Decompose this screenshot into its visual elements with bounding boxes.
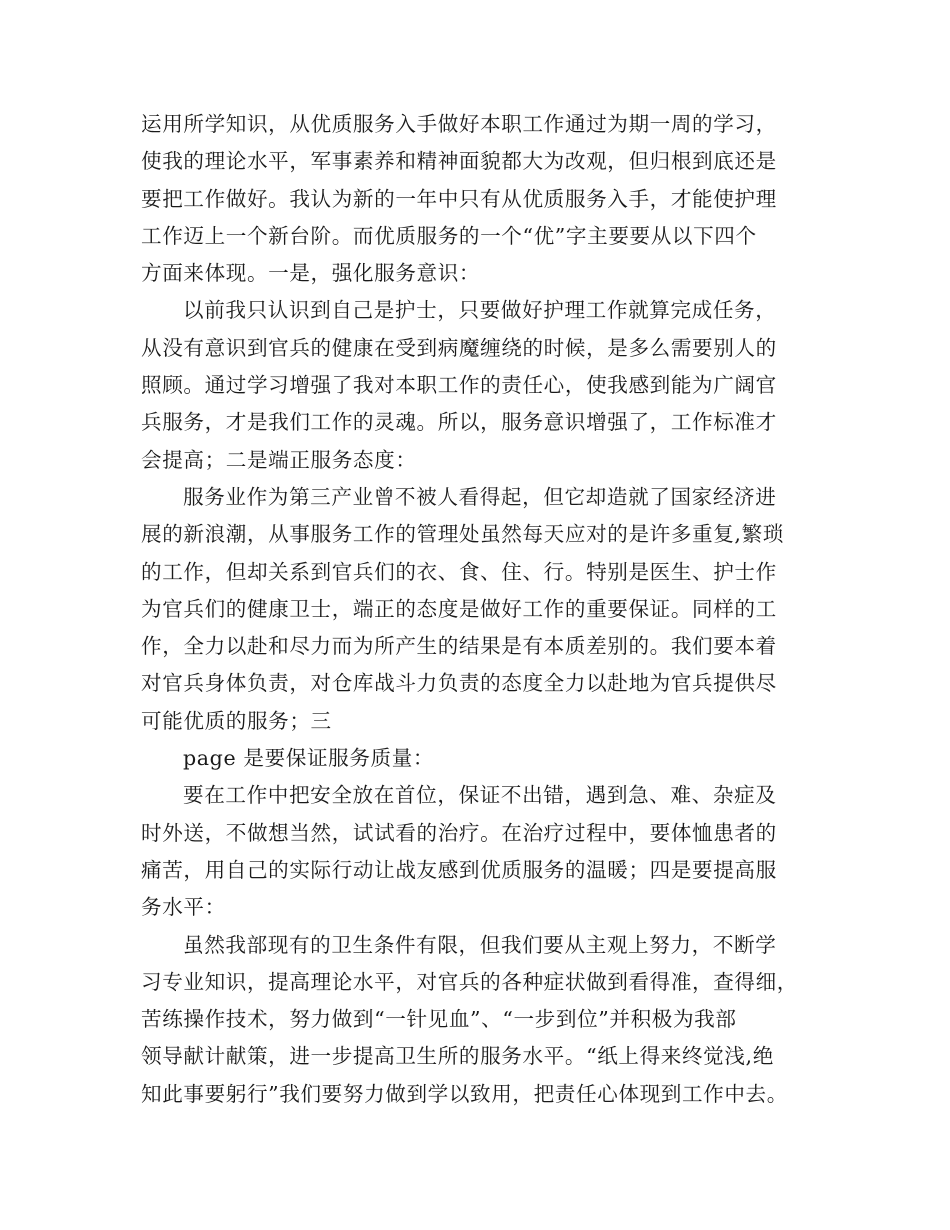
text-line: 领导献计献策，进一步提高卫生所的服务水平。“纸上得来终觉浅,绝: [141, 1044, 774, 1069]
paragraph: [141, 106, 811, 292]
text-line: 会提高；二是端正服务态度：: [141, 447, 417, 472]
text-line: 时外送，不做想当然，试试看的治疗。在治疗过程中，要体恤患者的: [141, 820, 777, 845]
text-line: 使我的理论水平，军事素养和精神面貌都大为改观，但归根到底还是: [141, 149, 777, 174]
text-line: 工作迈上一个新台阶。而优质服务的一个“优”字主要要从以下四个: [141, 223, 757, 248]
text-line: 方面来体现。一是，强化服务意识：: [141, 261, 481, 286]
text-line: 展的新浪潮，从事服务工作的管理处虽然每天应对的是许多重复,繁琐: [141, 522, 784, 547]
text-line: page 是要保证服务质量：: [183, 746, 435, 771]
text-line: 虽然我部现有的卫生条件有限，但我们要从主观上努力，不断学: [183, 932, 777, 957]
text-line: 对官兵身体负责，对仓库战斗力负责的态度全力以赴地为官兵提供尽: [141, 671, 777, 696]
text-line: 要在工作中把安全放在首位，保证不出错，遇到急、难、杂症及: [183, 783, 777, 808]
paragraph: [141, 292, 811, 478]
text-line: 可能优质的服务；三: [141, 708, 332, 733]
text-line: 痛苦，用自己的实际行动让战友感到优质服务的温暖；四是要提高服: [141, 857, 777, 882]
text-line: 为官兵们的健康卫士，端正的态度是做好工作的重要保证。同样的工: [141, 596, 777, 621]
paragraph: [141, 927, 811, 1113]
document-body: [141, 106, 811, 1113]
text-line: 运用所学知识，从优质服务入手做好本职工作通过为期一周的学习，: [141, 112, 777, 136]
text-line: 服务业作为第三产业曾不被人看得起，但它却造就了国家经济进: [183, 484, 777, 509]
text-line: 的工作，但却关系到官兵们的衣、食、住、行。特别是医生、护士作: [141, 559, 777, 584]
text-line: 知此事要躬行”我们要努力做到学以致用，把责任心体现到工作中去。: [141, 1081, 788, 1106]
text-line: 要把工作做好。我认为新的一年中只有从优质服务入手，才能使护理: [141, 186, 777, 211]
text-line: 苦练操作技术，努力做到“一针见血”、“一步到位”并积极为我部: [141, 1007, 737, 1032]
text-line: 作，全力以赴和尽力而为所产生的结果是有本质差别的。我们要本着: [141, 634, 777, 659]
text-line: 照顾。通过学习增强了我对本职工作的责任心，使我感到能为广阔官: [141, 373, 777, 398]
paragraph: [141, 479, 811, 740]
text-line: 兵服务，才是我们工作的灵魂。所以，服务意识增强了，工作标准才: [141, 410, 777, 435]
text-line: 以前我只认识到自己是护士，只要做好护理工作就算完成任务，: [183, 298, 777, 323]
paragraph: [141, 740, 811, 777]
text-line: 务水平：: [141, 895, 226, 920]
paragraph: [141, 777, 811, 926]
text-line: 从没有意识到官兵的健康在受到病魔缠绕的时候，是多么需要别人的: [141, 335, 777, 360]
text-line: 习专业知识，提高理论水平，对官兵的各种症状做到看得准，查得细，: [141, 969, 799, 994]
